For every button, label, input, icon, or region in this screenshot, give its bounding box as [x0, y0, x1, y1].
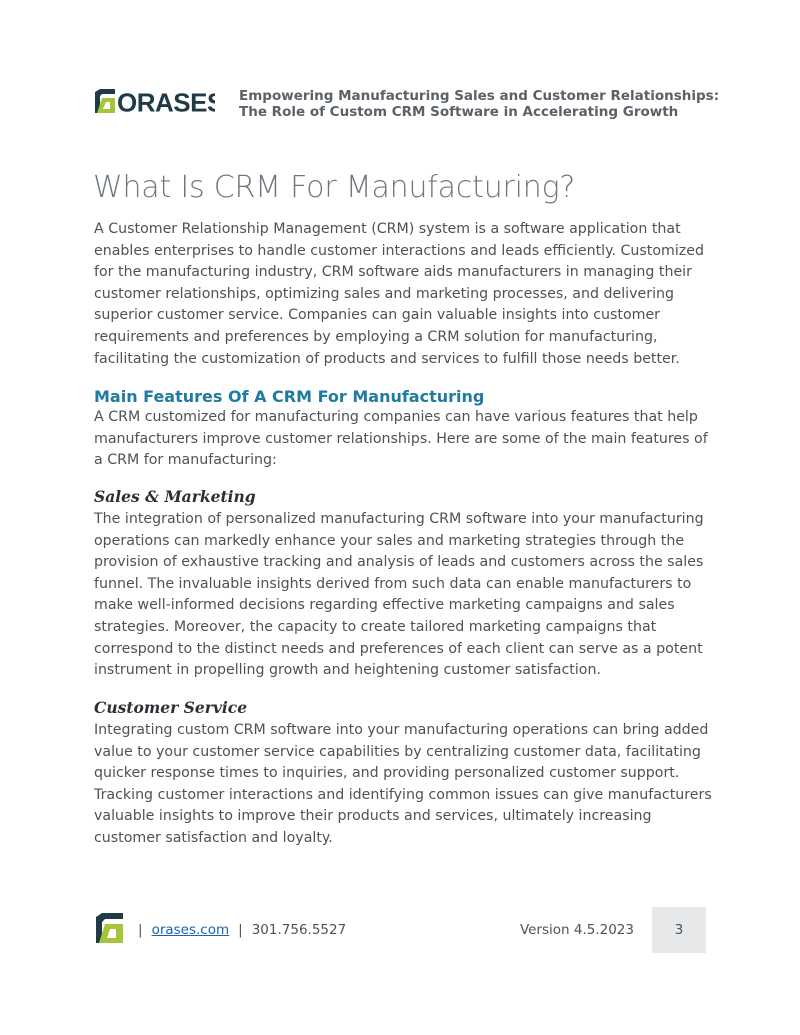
feature-heading-sales-marketing: Sales & Marketing: [94, 487, 256, 506]
orases-logo: [95, 89, 215, 118]
header-title-line1: Empowering Manufacturing Sales and Customer Relationships:: [239, 88, 720, 104]
section-heading-main-features: Main Features Of A CRM For Manufacturing: [94, 387, 485, 406]
header-title-line2: The Role of Custom CRM Software in Accelerating Growth: [239, 104, 679, 120]
footer-contact: [138, 922, 346, 938]
feature-body-sales-marketing: The integration of personalized manufacturing CRM software into your manufacturing operations can markedly enhance your sales and marketing strategies through the provision of exhaustive tracking and analysis of leads and customers across the sales funnel. The invaluable insights derived from such data can enable manufacturers to make well-informed decisions regarding effective marketing campaigns and sales strategies. Moreover, the capacity to create tailored marketing campaigns that correspond to the distinct needs and preferences of each client can serve as a potent instrument in propelling growth and heightening customer satisfaction.: [94, 511, 704, 679]
document-header-title: [239, 88, 719, 120]
page-title: What Is CRM For Manufacturing?: [93, 170, 576, 205]
document-version: Version 4.5.2023: [519, 922, 634, 938]
page-footer: [94, 907, 706, 953]
feature-heading-customer-service: Customer Service: [94, 698, 248, 717]
feature-body-customer-service: Integrating custom CRM software into your manufacturing operations can bring added value to your customer service capabilities by centralizing customer data, facilitating quicker response times to inquiries, and providing personalized customer support. Tracking customer interactions and identifying common issues can give manufacturers valuable insights to improve their products and services, ultimately increasing customer satisfaction and loyalty.: [94, 722, 712, 846]
website-link[interactable]: orases.com: [151, 922, 230, 938]
orases-mark-icon: [96, 913, 124, 948]
page-number-box: [652, 907, 706, 953]
logo-wordmark: ORASES: [117, 89, 215, 113]
footer-separator: |: [138, 922, 143, 938]
section-intro-paragraph: A CRM customized for manufacturing companies can have various features that help manufacturers improve customer relationships. Here are some of the main features of a CRM for manufacturing:: [94, 409, 708, 469]
intro-paragraph: A Customer Relationship Management (CRM) system is a software application that enables enterprises to handle customer interactions and leads efficiently. Customized for the manufacturing industry, CRM software aids manufacturers in managing their customer relationships, optimizing sales and marketing processes, and delivering superior customer service. Companies can gain valuable insights into customer requirements and preferences by employing a CRM solution for manufacturing, facilitating the customization of products and services to fulfill those needs better.: [94, 221, 704, 367]
footer-separator: |: [238, 922, 243, 938]
phone-number: 301.756.5527: [251, 922, 347, 938]
page-number: 3: [674, 922, 684, 938]
